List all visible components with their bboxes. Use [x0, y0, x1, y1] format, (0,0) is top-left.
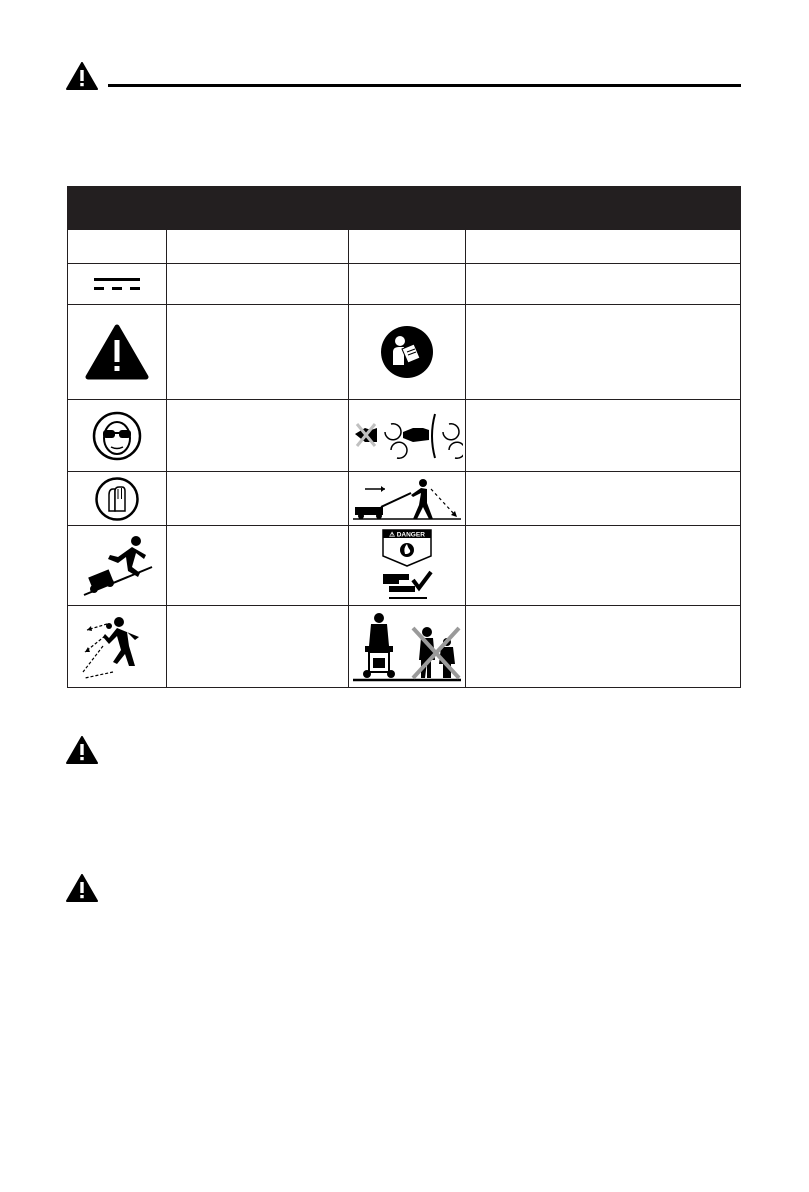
row2-left-symbol	[68, 305, 167, 400]
row5-left-symbol	[68, 526, 167, 606]
row4-left-text	[167, 472, 349, 526]
direct-current-icon	[94, 274, 140, 294]
row3-right-symbol	[349, 400, 466, 472]
row0-right-text	[466, 230, 741, 264]
row4-right-symbol	[349, 472, 466, 526]
slope-hazard-icon	[80, 533, 154, 599]
row6-left-text	[167, 606, 349, 688]
table-row	[68, 472, 741, 526]
gloves-icon	[95, 477, 139, 521]
column-header-meaning	[466, 187, 741, 230]
row2-left-text	[167, 305, 349, 400]
row0-right-symbol	[349, 230, 466, 264]
warning-icon-2	[66, 874, 98, 902]
row5-right-text	[466, 526, 741, 606]
warning-icon-1	[66, 736, 98, 764]
row2-right-text	[466, 305, 741, 400]
thrown-objects-icon	[79, 612, 155, 682]
column-header-symbol-2	[349, 187, 466, 230]
danger-decal-label: ⚠ DANGER	[389, 531, 425, 538]
row1-right-text	[466, 264, 741, 305]
header-rule	[108, 84, 741, 87]
row6-left-symbol	[68, 606, 167, 688]
row5-right-symbol	[349, 526, 466, 606]
table-row	[68, 400, 741, 472]
blade-rotation-hand-icon	[351, 406, 463, 466]
eye-protection-icon	[92, 411, 142, 461]
row1-left-symbol	[68, 264, 167, 305]
safety-alert-triangle-icon	[85, 324, 149, 380]
row6-right-text	[466, 606, 741, 688]
table-row	[68, 230, 741, 264]
row4-left-symbol	[68, 472, 167, 526]
column-header-symbol	[68, 187, 167, 230]
row0-left-symbol	[68, 230, 167, 264]
column-header-name	[167, 187, 349, 230]
row4-right-text	[466, 472, 741, 526]
table-row	[68, 606, 741, 688]
row1-right-symbol	[349, 264, 466, 305]
table-row	[68, 305, 741, 400]
table-row	[68, 264, 741, 305]
row5-left-text	[167, 526, 349, 606]
push-mower-direction-icon	[351, 475, 463, 523]
row0-left-text	[167, 230, 349, 264]
row3-left-text	[167, 400, 349, 472]
row2-right-symbol	[349, 305, 466, 400]
symbol-table	[67, 186, 741, 688]
row3-right-text	[466, 400, 741, 472]
read-manual-icon	[380, 325, 434, 379]
table-header-row	[68, 187, 741, 230]
header-warning-icon	[66, 62, 98, 90]
danger-decal-icon	[379, 528, 435, 604]
keep-bystanders-away-icon	[351, 610, 463, 684]
row1-left-text	[167, 264, 349, 305]
row3-left-symbol	[68, 400, 167, 472]
table-row	[68, 526, 741, 606]
row6-right-symbol	[349, 606, 466, 688]
